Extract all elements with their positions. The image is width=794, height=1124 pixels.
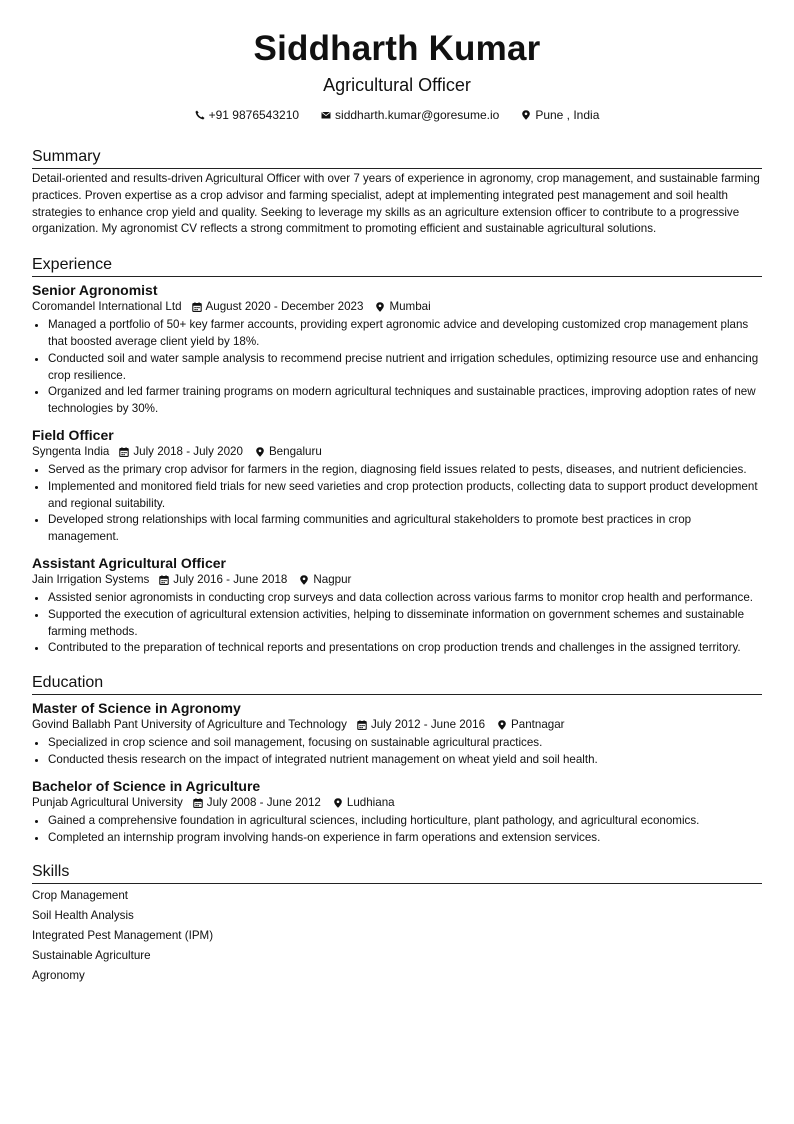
entry-title: Master of Science in Agronomy [32, 700, 241, 717]
section-title-education: Education [32, 673, 762, 695]
entry-date [159, 572, 287, 588]
education-section [32, 673, 762, 846]
entry [32, 554, 762, 657]
bullet-item: • Gained a comprehensive foundation in agricultural sciences, including horticulture, plant pathology, and agricultural economics. [48, 813, 762, 830]
map-pin-icon [255, 447, 265, 457]
entry-location-text: Mumbai [389, 300, 431, 314]
education-list [32, 699, 762, 846]
entry-date-text: July 2008 - June 2012 [206, 795, 321, 809]
candidate-name: Siddharth Kumar [253, 29, 541, 68]
section-title-summary: Summary [32, 147, 762, 169]
summary-text: Detail-oriented and results-driven Agricultural Officer with over 7 years of experience in agronomy, crop management, and sustainable farming practices. Proven expertise as a crop advisor and farming specialist, adept at implementing integrated pest management and soil health strategies to enhance crop yield and quality. Seeking to leverage my skills as an agriculture extension officer to contribute to a progressive organization. My agronomist CV reflects a strong commitment to promoting efficient and sustainable agricultural solutions. [32, 172, 760, 236]
entry-bullets [32, 590, 762, 657]
entry [32, 281, 762, 418]
section-title-experience: Experience [32, 255, 762, 277]
entry-organization: Punjab Agricultural University [32, 795, 183, 809]
bullet-item: • Completed an internship program involving hands-on experience in farm operations and extension services. [48, 830, 762, 847]
email-address: siddharth.kumar@goresume.io [335, 108, 500, 122]
entry-date [193, 795, 321, 811]
bullet-item: • Served as the primary crop advisor for farmers in the region, diagnosing field issues related to pests, diseases, and nutrient deficiencies. [48, 462, 762, 479]
bullet-item: • Managed a portfolio of 50+ key farmer accounts, providing expert agronomic advice and developing customized crop management plans that boosted average client yield by 18%. [48, 317, 762, 351]
contact-location [521, 107, 599, 123]
entry-organization: Syngenta India [32, 444, 110, 458]
map-pin-icon [375, 302, 385, 312]
calendar-icon [193, 798, 203, 808]
entry-date-text: August 2020 - December 2023 [205, 300, 364, 314]
contact-email[interactable] [321, 107, 499, 123]
bullet-item: • Organized and led farmer training programs on modern agricultural techniques and sustainable practices, improving adoption rates of new technologies by 30%. [48, 384, 762, 418]
map-pin-icon [521, 110, 531, 120]
entry [32, 426, 762, 546]
map-pin-icon [333, 798, 343, 808]
envelope-icon [321, 110, 331, 120]
entry-meta [32, 299, 762, 315]
bullet-item: • Supported the execution of agricultural extension activities, helping to disseminate information on government schemes and sustainable farming methods. [48, 607, 762, 641]
calendar-icon [192, 302, 202, 312]
job-title: Agricultural Officer [323, 75, 471, 95]
calendar-icon [159, 575, 169, 585]
skills-list [32, 886, 762, 986]
section-title-skills: Skills [32, 862, 762, 884]
entry-bullets [32, 813, 762, 847]
entry-location-text: Pantnagar [511, 718, 565, 732]
map-pin-icon [299, 575, 309, 585]
entry-date [192, 299, 364, 315]
entry-location-text: Bengaluru [268, 444, 322, 458]
contact-phone[interactable] [195, 107, 299, 123]
entry [32, 699, 762, 769]
phone-number: +91 9876543210 [208, 108, 300, 122]
bullet-item: • Conducted thesis research on the impact of integrated nutrient management on wheat yield and soil health. [48, 752, 762, 769]
bullet-item: • Contributed to the preparation of technical reports and presentations on crop production trends and challenges in the assigned territory. [48, 640, 762, 657]
entry-meta [32, 572, 762, 588]
entry-location-text: Nagpur [313, 572, 352, 586]
entry-date-text: July 2018 - July 2020 [133, 444, 243, 458]
entry-date [357, 717, 485, 733]
skill-item: Crop Management [32, 889, 129, 903]
summary-section [32, 147, 762, 238]
entry-date-text: July 2016 - June 2018 [173, 572, 288, 586]
skills-section [32, 862, 762, 986]
entry-meta [32, 717, 762, 733]
entry-title: Senior Agronomist [32, 282, 158, 299]
experience-section [32, 255, 762, 657]
skill-item: Integrated Pest Management (IPM) [32, 929, 214, 943]
entry-location-text: Ludhiana [346, 795, 395, 809]
skill-item: Soil Health Analysis [32, 909, 134, 923]
entry-location [299, 572, 351, 588]
entry-title: Bachelor of Science in Agriculture [32, 777, 261, 794]
entry-title: Assistant Agricultural Officer [32, 554, 226, 571]
entry-title: Field Officer [32, 426, 114, 443]
skill-item: Agronomy [32, 969, 85, 983]
bullet-item: • Developed strong relationships with local farming communities and agricultural stakeholders to promote best practices in crop management. [48, 512, 762, 546]
entry-meta [32, 795, 762, 811]
bullet-item: • Specialized in crop science and soil management, focusing on sustainable agricultural practices. [48, 735, 762, 752]
contact-bar [32, 107, 762, 123]
entry-location [497, 717, 565, 733]
resume-page [32, 28, 762, 986]
skill-item: Sustainable Agriculture [32, 949, 151, 963]
entry-organization: Jain Irrigation Systems [32, 572, 150, 586]
entry-bullets [32, 317, 762, 418]
calendar-icon [357, 720, 367, 730]
resume-header [32, 28, 762, 123]
entry-bullets [32, 462, 762, 546]
location-text: Pune , India [535, 108, 600, 122]
bullet-item: • Implemented and monitored field trials for new seed varieties and crop protection products, collecting data to support product development and regional suitability. [48, 479, 762, 513]
experience-list [32, 281, 762, 657]
entry-date [119, 444, 243, 460]
entry-date-text: July 2012 - June 2016 [370, 718, 486, 732]
calendar-icon [119, 447, 129, 457]
entry-meta [32, 444, 762, 460]
bullet-item: • Assisted senior agronomists in conducting crop surveys and data collection across various farms to monitor crop health and performance. [48, 590, 762, 607]
entry [32, 777, 762, 847]
bullet-item: • Conducted soil and water sample analysis to recommend precise nutrient and irrigation schedules, optimizing resource use and enhancing crop resilience. [48, 351, 762, 385]
entry-location [255, 444, 322, 460]
entry-location [375, 299, 430, 315]
entry-bullets [32, 735, 762, 769]
entry-location [333, 795, 395, 811]
entry-organization: Govind Ballabh Pant University of Agriculture and Technology [32, 718, 347, 732]
entry-organization: Coromandel International Ltd [32, 300, 182, 314]
map-pin-icon [497, 720, 507, 730]
phone-icon [195, 110, 205, 120]
